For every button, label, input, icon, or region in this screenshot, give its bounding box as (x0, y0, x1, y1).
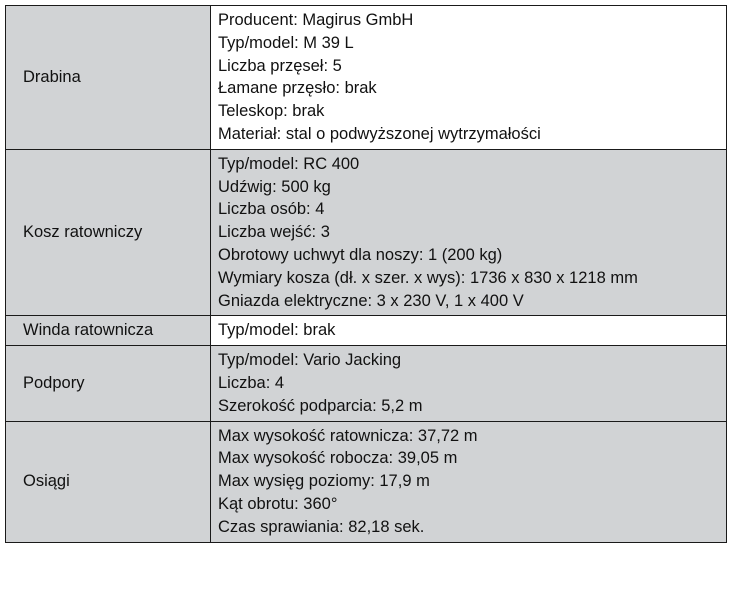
spec-line: Czas sprawiania: 82,18 sek. (218, 517, 425, 536)
spec-row-kosz-ratowniczy (6, 149, 727, 316)
row-label-podpory: Podpory (6, 346, 211, 421)
row-values-kosz-ratowniczy (211, 149, 727, 316)
row-values-osiagi (211, 421, 727, 542)
row-label-winda-ratownicza: Winda ratownicza (6, 316, 211, 346)
specification-table (5, 5, 727, 543)
row-values-winda-ratownicza (211, 316, 727, 346)
row-label-drabina: Drabina (6, 6, 211, 150)
specification-table-body (6, 6, 727, 543)
spec-row-drabina (6, 6, 727, 150)
row-values-podpory (211, 346, 727, 421)
spec-row-winda-ratownicza (6, 316, 727, 346)
spec-line: Producent: Magirus GmbH (218, 11, 414, 29)
spec-row-osiagi (6, 421, 727, 542)
spec-line: Typ/model: Vario Jacking (218, 351, 402, 370)
spec-line: Łamane przęsło: brak (218, 79, 377, 98)
spec-line: Gniazda elektryczne: 3 x 230 V, 1 x 400 V (218, 291, 524, 310)
spec-line: Teleskop: brak (218, 102, 325, 121)
spec-line: Typ/model: brak (218, 321, 336, 340)
spec-line: Max wysokość robocza: 39,05 m (218, 449, 458, 468)
spec-line: Szerokość podparcia: 5,2 m (218, 396, 423, 415)
spec-line: Max wysięg poziomy: 17,9 m (218, 472, 430, 491)
spec-line: Typ/model: RC 400 (218, 154, 360, 173)
spec-line: Kąt obrotu: 360° (218, 494, 338, 513)
spec-line: Wymiary kosza (dł. x szer. x wys): 1736 x 830 x 1218 mm (218, 268, 638, 287)
row-label-kosz-ratowniczy: Kosz ratowniczy (6, 149, 211, 316)
row-label-osiagi: Osiągi (6, 421, 211, 542)
spec-line: Liczba wejść: 3 (218, 223, 330, 242)
spec-line: Udźwig: 500 kg (218, 177, 331, 196)
spec-line: Typ/model: M 39 L (218, 33, 354, 52)
spec-line: Max wysokość ratownicza: 37,72 m (218, 426, 478, 445)
spec-line: Liczba: 4 (218, 373, 285, 392)
spec-line: Materiał: stal o podwyższonej wytrzymałości (218, 124, 541, 143)
spec-row-podpory (6, 346, 727, 421)
spec-line: Liczba przęseł: 5 (218, 56, 342, 75)
spec-line: Obrotowy uchwyt dla noszy: 1 (200 kg) (218, 245, 503, 264)
spec-line: Liczba osób: 4 (218, 200, 325, 219)
row-values-drabina (211, 6, 727, 150)
